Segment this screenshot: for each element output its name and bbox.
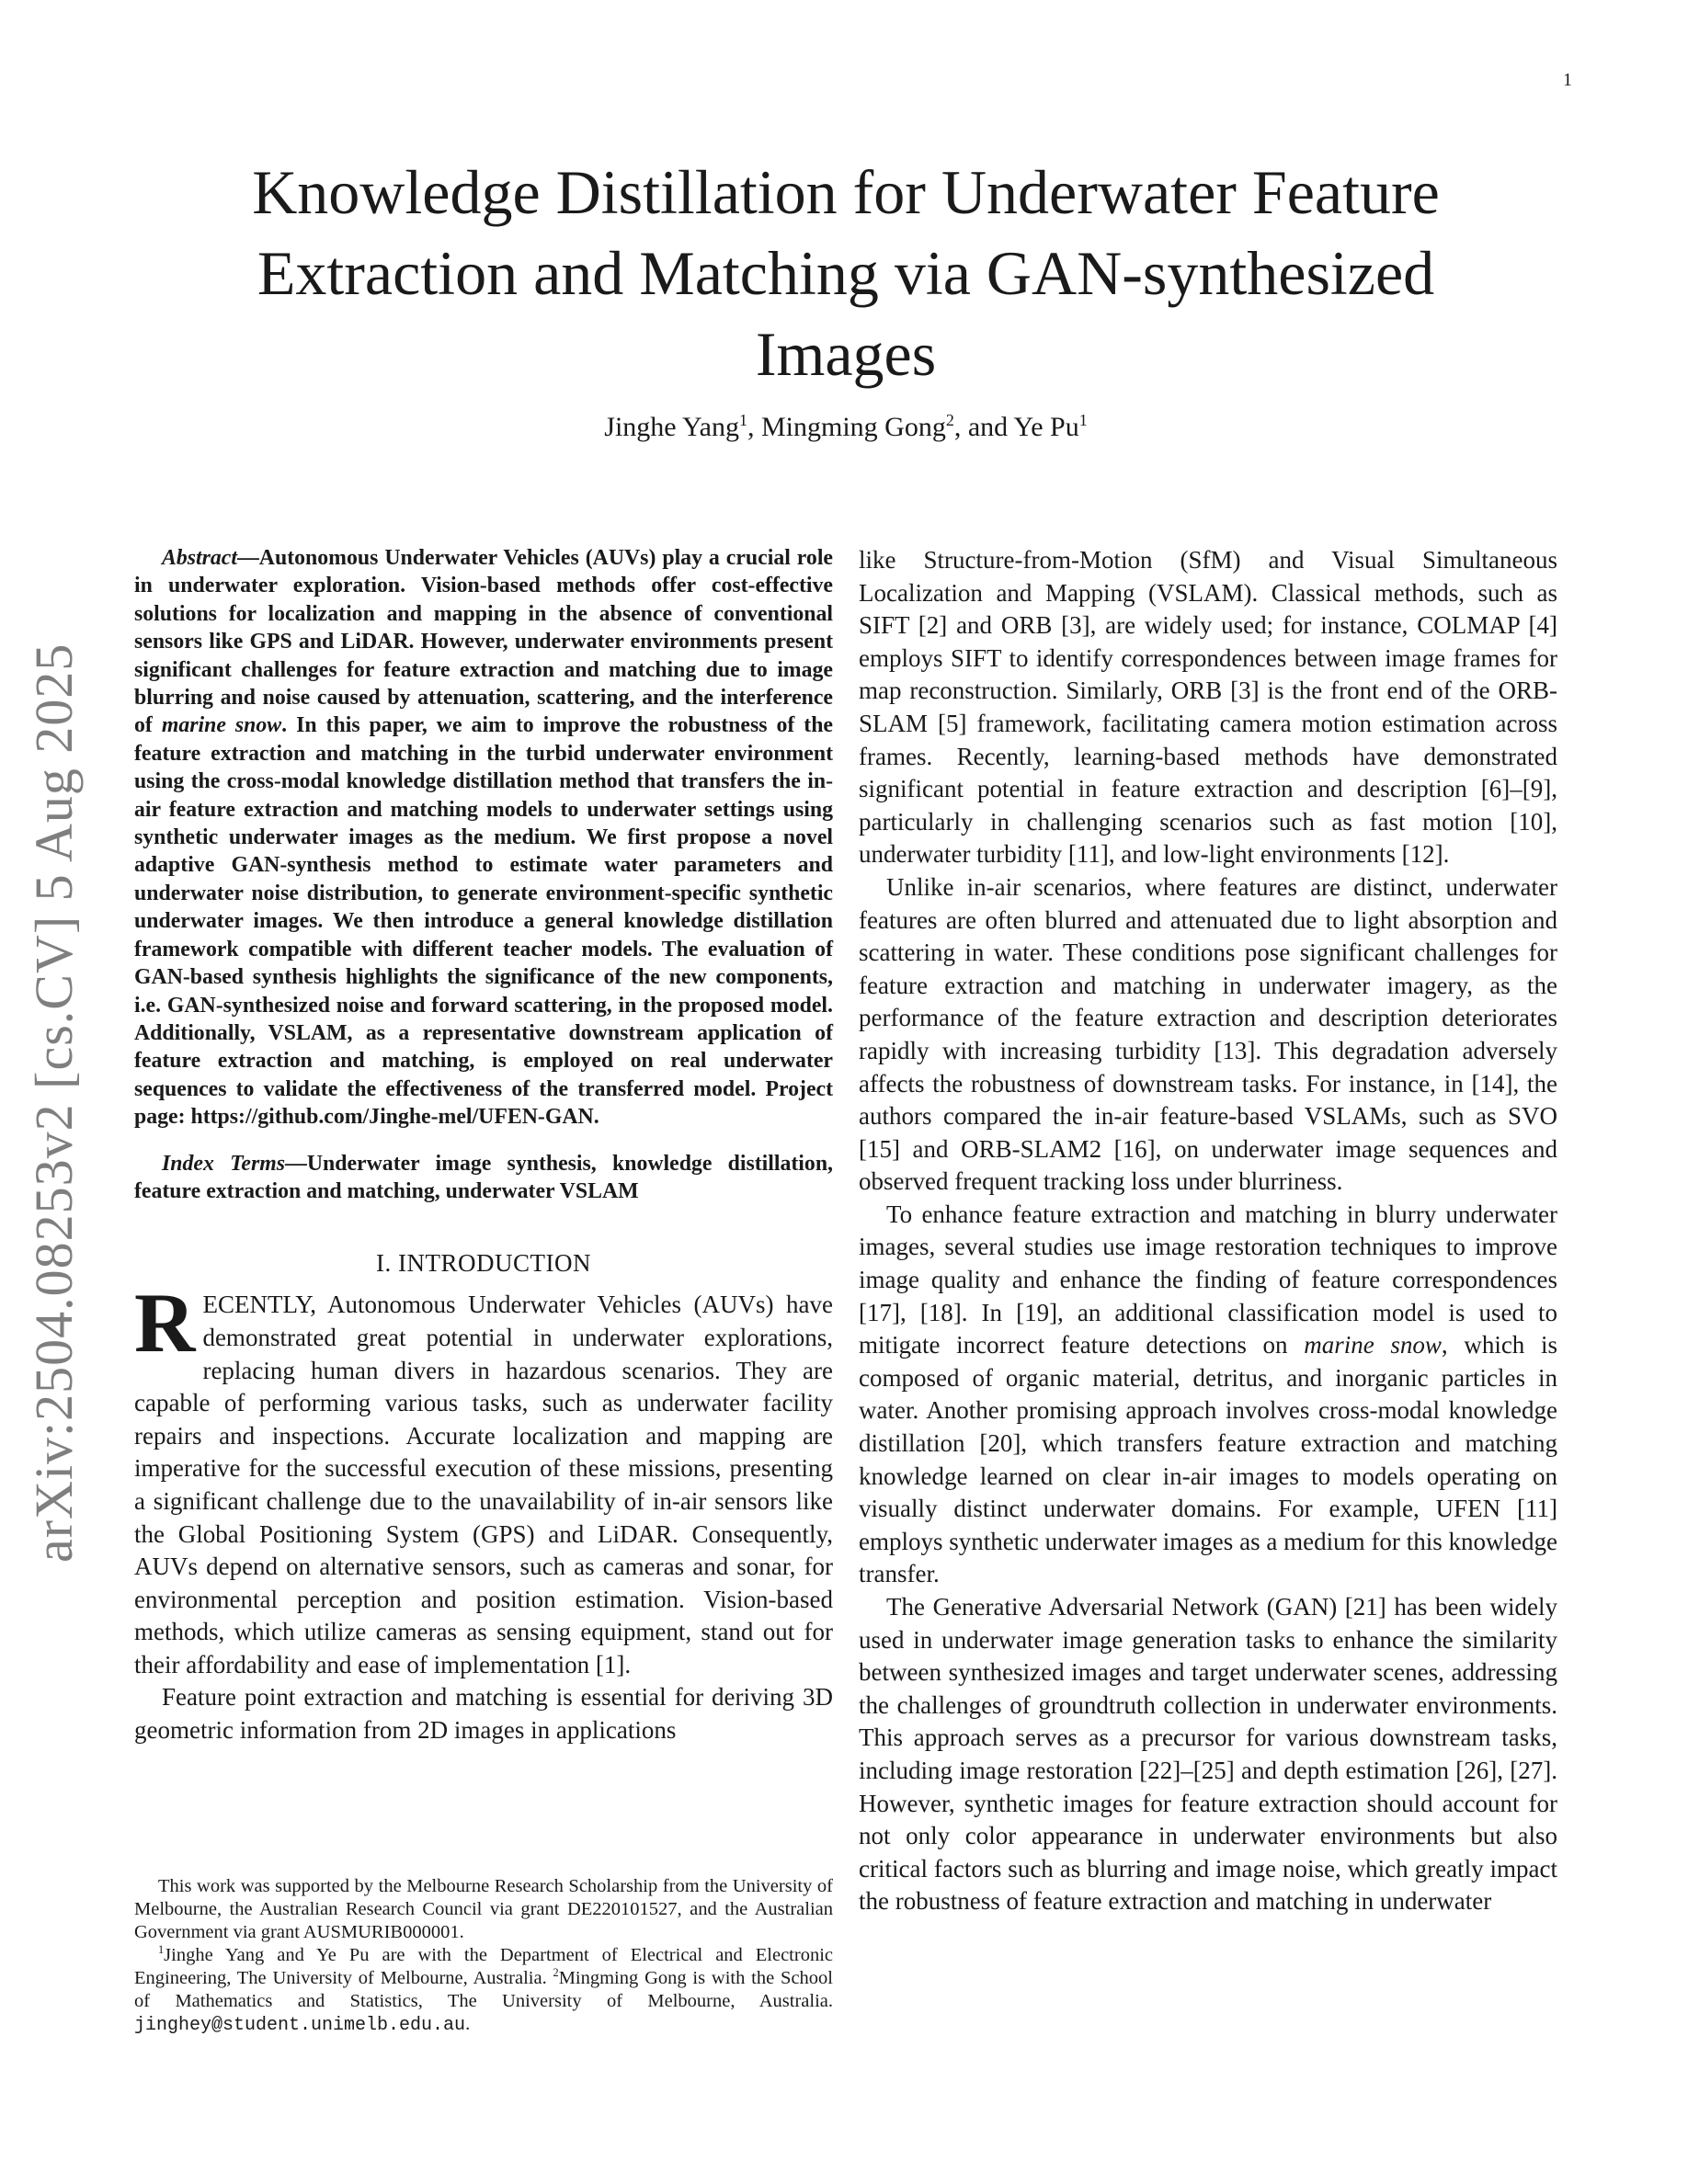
abstract — [134, 544, 833, 1132]
body-paragraph: The Generative Adversarial Network (GAN) [21] has been widely used in underwater image generation tasks to enhance the similarity between synthesized images and target underwater scenes, addressing the challenges of groundtruth collection in underwater environments. This approach serves as a precursor for various downstream tasks, including image restoration [22]–[25] and depth estimation [26], [27]. However, synthetic images for feature extraction should account for not only color appearance in underwater environments but also critical factors such as blurring and image noise, which greatly impact the robustness of feature extraction and matching in underwater — [859, 1593, 1557, 1916]
index-terms — [134, 1150, 833, 1206]
arxiv-identifier-stamp: arXiv:2504.08253v2 [cs.CV] 5 Aug 2025 — [24, 643, 84, 1563]
author-separator: , — [747, 412, 761, 442]
author-name: Jinghe Yang — [604, 412, 739, 442]
index-terms-label: Index Terms — [162, 1151, 286, 1176]
intro-lead-word: ECENTLY, — [202, 1291, 316, 1319]
intro-paragraph: Feature point extraction and matching is essential for deriving 3D geometric information from 2D images in applications — [134, 1683, 833, 1745]
right-column — [859, 544, 1557, 1918]
paragraph-text: , which is composed of organic material, detritus, and inorganic particles in water. Another promising approach involves cross-modal knowledge distillation [20], which transfers feature extraction and matching knowledge learned on clear in-air images to models operating on visually distinct underwater domains. For example, UFEN [11] employs synthetic underwater images as a medium for this knowledge transfer. — [859, 1331, 1557, 1588]
abstract-emphasis: marine snow — [161, 713, 282, 738]
affiliation-marker: 1 — [1078, 411, 1088, 429]
author-separator: , and — [953, 412, 1014, 442]
abstract-text: Autonomous Underwater Vehicles (AUVs) play a crucial role in underwater exploration. Vision-based methods offer cost-effective solutions for localization and mapping in the absence of conventional sensors like GPS and LiDAR. However, underwater environments present significant challenges for feature extraction and matching due to image blurring and noise caused by attenuation, scattering, and the interference of — [134, 546, 833, 738]
drop-cap: R — [134, 1276, 196, 1371]
intro-paragraph — [134, 1276, 833, 1681]
author-list — [184, 412, 1508, 443]
body-paragraph: like Structure-from-Motion (SfM) and Visual Simultaneous Localization and Mapping (VSLAM). Classical methods, such as SIFT [2] and ORB [3], are widely used; for instance, COLMAP [4] employs SIFT to identify correspondences between image frames for map reconstruction. Similarly, ORB [3] is the front end of the ORB-SLAM [5] framework, facilitating camera motion estimation across frames. Recently, learning-based methods have demonstrated significant potential in feature extraction and description [6]–[9], particularly in challenging scenarios such as fast motion [10], underwater turbidity [11], and low-light environments [12]. — [859, 546, 1557, 869]
body-paragraph — [859, 1199, 1557, 1591]
footnote-end: . — [465, 2014, 471, 2034]
index-terms-text: Underwater image synthesis, knowledge distillation, feature extraction and matching, underwater VSLAM — [134, 1151, 834, 1203]
author-name: Ye Pu — [1013, 412, 1079, 442]
funding-note: This work was supported by the Melbourne Research Scholarship from the University of Melbourne, the Australian Research Council via grant DE220101527, and the Australian Government via grant AUSMURIB000001. — [134, 1876, 833, 1942]
abstract-label: Abstract — [162, 546, 237, 570]
index-terms-dash: — — [285, 1151, 307, 1176]
body-paragraph: Unlike in-air scenarios, where features are distinct, underwater features are often blurred and attenuated due to light absorption and scattering in water. These conditions pose significant challenges for feature extraction and matching in underwater imagery, as the performance of the feature extraction and description deteriorates rapidly with increasing turbidity [13]. This degradation adversely affects the robustness of downstream tasks. For instance, in [14], the authors compared the in-air feature-based VSLAMs, such as SVO [15] and ORB-SLAM2 [16], on underwater image sequences and observed frequent tracking loss under blurriness. — [859, 872, 1557, 1196]
affiliation-note — [134, 1944, 833, 2037]
footnote — [134, 1875, 833, 2037]
contact-email: jinghey@student.unimelb.edu.au — [134, 2015, 466, 2036]
affiliation-marker: 1 — [158, 1943, 165, 1957]
paragraph-text: To enhance feature extraction and matching in blurry underwater images, several studies use image restoration techniques to improve image quality and enhance the finding of feature correspondences [17], [18]. In [19], an additional classification model is used to mitigate incorrect feature detections on — [859, 1200, 1557, 1359]
abstract-text: . In this paper, we aim to improve the robustness of the feature extraction and matching in the turbid underwater environment using the cross-modal knowledge distillation method that transfers the in-air feature extraction and matching models to underwater settings using synthetic underwater images as the medium. We first propose a novel adaptive GAN-synthesis method to estimate water parameters and underwater noise distribution, to generate environment-specific synthetic underwater images. We then introduce a general knowledge distillation framework compatible with different teacher models. The evaluation of GAN-based synthesis highlights the significance of the new components, i.e. GAN-synthesized noise and forward scattering, in the proposed model. Additionally, VSLAM, as a representative downstream application of feature extraction and matching, is employed on real underwater sequences to validate the effectiveness of the transferred model. Project page: https://github.com/Jinghe-mel/UFEN-GAN. — [134, 713, 833, 1130]
page-number: 1 — [1563, 70, 1572, 90]
paragraph-emphasis: marine snow — [1304, 1331, 1442, 1359]
left-column — [134, 544, 833, 1747]
affiliation-marker: 2 — [945, 411, 954, 429]
abstract-dash: — — [236, 546, 259, 570]
affiliation-text: Jinghe Yang and Ye Pu are with the Department of Electrical and Electronic Engineering, The University of Melbourne, Australia. — [134, 1945, 833, 1988]
section-heading: I. INTRODUCTION — [376, 1249, 591, 1278]
affiliation-marker: 2 — [553, 1966, 559, 1980]
author-name: Mingming Gong — [760, 412, 946, 442]
affiliation-text: Mingming Gong is with the School of Mathematics and Statistics, The University of Melbourne, Australia. — [134, 1968, 833, 2011]
affiliation-marker: 1 — [738, 411, 747, 429]
paper-title: Knowledge Distillation for Underwater Feature Extraction and Matching via GAN-synthesized Images — [252, 157, 1440, 389]
paragraph-text: Autonomous Underwater Vehicles (AUVs) have demonstrated great potential in underwater explorations, replacing human divers in hazardous scenarios. They are capable of performing various tasks, such as underwater facility repairs and inspections. Accurate localization and mapping are imperative for the successful execution of these missions, presenting a significant challenge due to the unavailability of in-air sensors like the Global Positioning System (GPS) and LiDAR. Consequently, AUVs depend on alternative sensors, such as cameras and sonar, for environmental perception and position estimation. Vision-based methods, which utilize cameras as sensing equipment, stand out for their affordability and ease of implementation [1]. — [134, 1291, 833, 1678]
